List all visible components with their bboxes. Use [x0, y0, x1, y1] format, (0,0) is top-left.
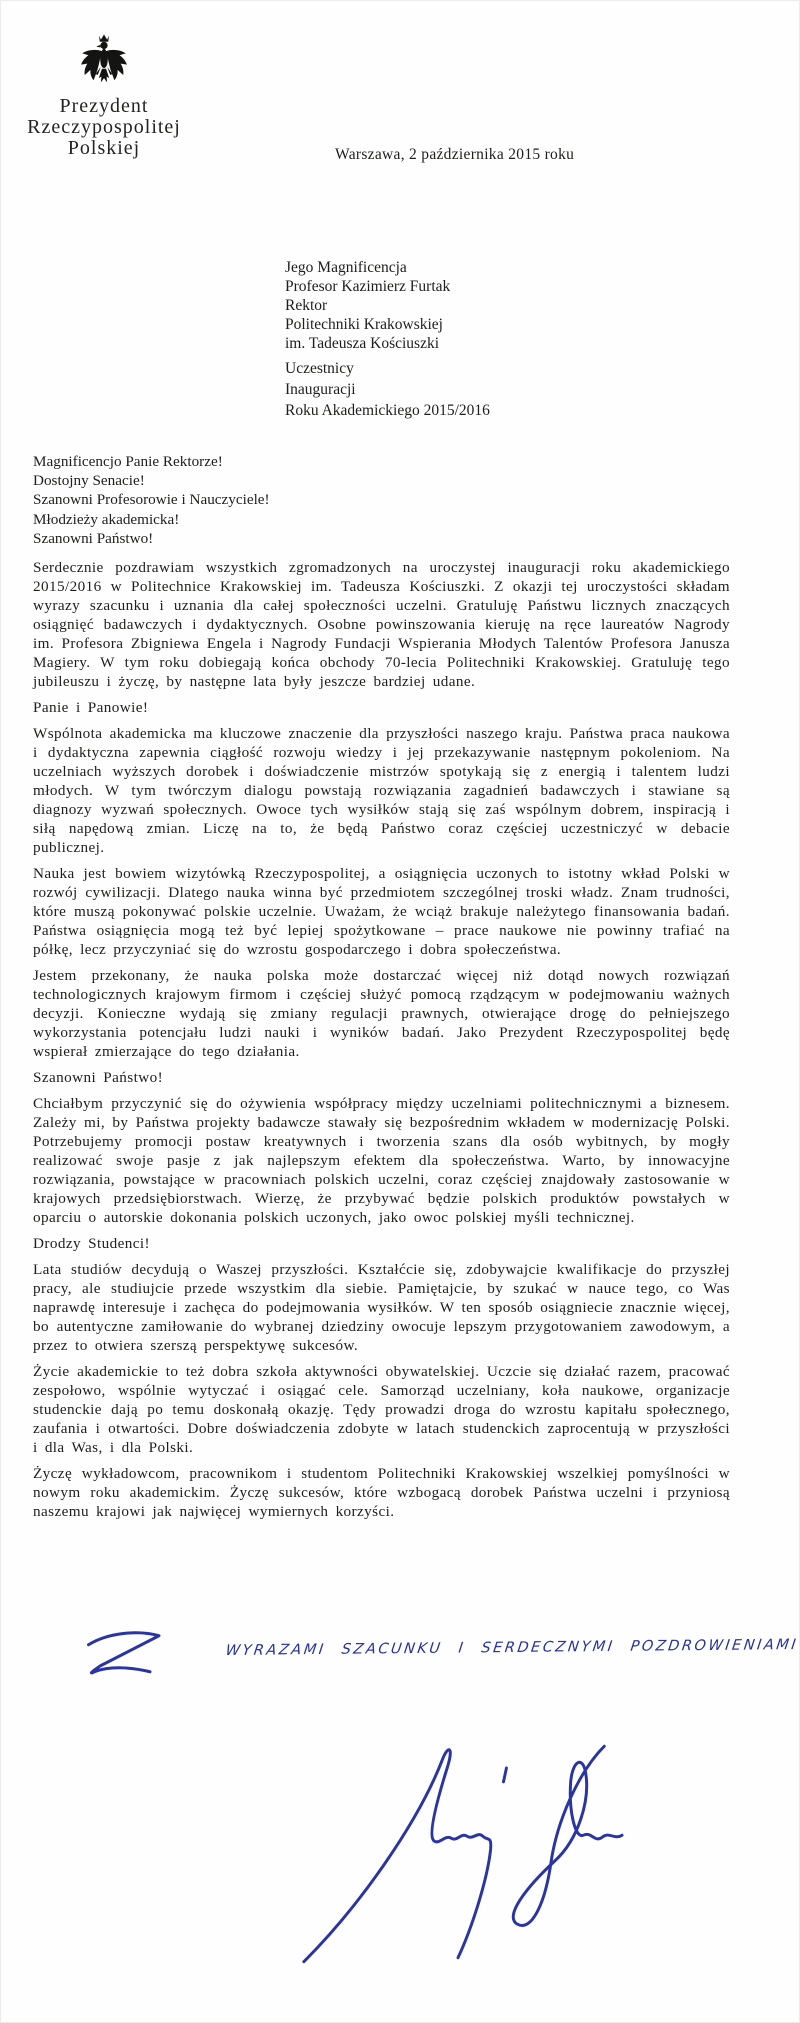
body-paragraph: Życzę wykładowcom, pracownikom i studentom Politechniki Krakowskiej wszelkiej pomyślności w nowym roku akademickim. Życzę sukcesów, które wzbogacą dorobek Państwa uczelni i przyniosą naszemu krajowi jak najwięcej wymiernych korzyści.: [33, 1465, 730, 1520]
salutation-line: Szanowni Profesorowie i Nauczyciele!: [33, 491, 270, 509]
letterhead-title-line2: Rzeczypospolitej Polskiej: [27, 116, 181, 159]
body-paragraph: Chciałbym przyczynić się do ożywienia współpracy między uczelniami politechnicznymi a biznesem. Zależy mi, by Państwa projekty badawcze stawały się bezpośrednim wkładem w modernizację Polski. Potrzebujemy promocji postaw kreatywnych i tworzenia szans dla osób wybitnych, by mogły realizować swoje pasje z jak najlepszym efektem dla społeczeństwa. Warto, by innowacyjne rozwiązania, powstające w pracowniach polskich uczelni, coraz częściej znajdowały zastosowanie w krajowych przedsiębiorstwach. Wierzę, że przybywać będzie polskich produktów powstałych w oparciu o autorskie dokonania polskich uczonych, jako owoc polskiej myśli technicznej.: [33, 1095, 730, 1226]
salutation-line: Szanowni Państwo!: [33, 529, 154, 547]
handwritten-closing: [78, 1622, 800, 1684]
addressee-line: Profesor Kazimierz Furtak: [285, 278, 451, 295]
salutation-line: Dostojny Senacie!: [33, 472, 145, 490]
addressee-line: Jego Magnificencja: [285, 259, 407, 276]
section-heading: Szanowni Państwo!: [33, 1069, 164, 1086]
body-paragraph: Życie akademickie to też dobra szkoła aktywności obywatelskiej. Uczcie się działać razem, pracować zespołowo, wspólnie wytyczać i osiągać cele. Samorząd uczelniany, koła naukowe, organizacje studenckie dają po temu doskonałą okazję. Tędy prowadzi droga do wzrostu kapitału społecznego, zaufania i otwartości. Dobre doświadczenia zdobyte w latach studenckich zaprocentują w przyszłości i dla Was, i dla Polski.: [33, 1363, 730, 1456]
letterhead-title-line1: Prezydent: [59, 95, 149, 117]
body-paragraph: Nauka jest bowiem wizytówką Rzeczypospolitej, a osiągnięcia uczonych to istotny wkład Polski w rozwój cywilizacji. Dlatego nauka winna być przedmiotem szczególnej troski władz. Znam trudności, które muszą pokonywać polskie uczelnie. Uważam, że wciąż brakuje należytego finansowania badań. Państwa osiągnięcia mogą też być lepiej spożytkowane – prace naukowe nie powinny trafiać na półkę, lecz przyczyniać się do wzrostu gospodarczego i dobra społeczeństwa.: [33, 865, 730, 958]
body-paragraph: Serdecznie pozdrawiam wszystkich zgromadzonych na uroczystej inauguracji roku akademickiego 2015/2016 w Politechnice Krakowskiej im. Tadeusza Kościuszki. Z okazji tej uroczystości składam wyrazy szacunku i uznania dla całej społeczności uczelni. Gratuluję Państwu licznych znaczących osiągnięć badawczych i dydaktycznych. Osobne powinszowania kieruję na ręce laureatów Nagrody im. Profesora Zbigniewa Engela i Nagrody Fundacji Wspierania Młodych Talentów Profesora Janusza Magiery. W tym roku dobiegają końca obchody 70-lecia Politechniki Krakowskiej. Gratuluję tego jubileuszu i życzę, by następne lata były jeszcze bardziej udane.: [33, 559, 730, 690]
body-paragraph: Wspólnota akademicka ma kluczowe znaczenie dla przyszłości naszego kraju. Państwa praca naukowa i dydaktyczna zapewnia ciągłość rozwoju wiedzy i jej przekazywanie następnym pokoleniom. Na uczelniach wyższych dorobek i doświadczenie mistrzów spotykają się z energią i talentem ludzi młodych. W tym twórczym dialogu powstają rozwiązania zagadnień badawczych i stawiane są diagnozy wyzwań społecznych. Owoce tych wysiłków stają się zaś wspólnym dobrem, inspiracją i siłą napędową zmian. Liczę na to, że będą Państwo coraz częściej uczestniczyć w debacie publicznej.: [33, 725, 730, 856]
addressee-line: Inauguracji: [285, 381, 356, 398]
polish-eagle-icon: [78, 30, 130, 92]
section-heading: Panie i Panowie!: [33, 699, 149, 716]
handwritten-z-flourish-icon: [78, 1622, 198, 1684]
addressee-line: Rektor: [285, 297, 328, 314]
body-paragraph: Jestem przekonany, że nauka polska może dostarczać więcej niż dotąd nowych rozwiązań technologicznych krajowym firmom i częściej służyć pomocą rządzącym w podejmowaniu ważnych decyzji. Konieczne wydają się zmiany regulacji prawnych, otwierające drogę do pełniejszego wykorzystania potencjału ludzi nauki i wyników badań. Jako Prezydent Rzeczypospolitej będę wspierał zmierzające do tego działania.: [33, 967, 730, 1060]
salutation-block: [33, 452, 270, 548]
date-line: Warszawa, 2 października 2015 roku: [335, 146, 575, 163]
addressee-secondary-block: [285, 358, 490, 421]
addressee-line: Roku Akademickiego 2015/2016: [285, 402, 490, 419]
salutation-line: Magnificencjo Panie Rektorze!: [33, 453, 223, 470]
addressee-line: Politechniki Krakowskiej: [285, 316, 443, 333]
presidential-signature-icon: [292, 1738, 628, 1966]
handwritten-note-text: WYRAZAMI SZACUNKU I SERDECZNYMI POZDROWIENIAMI: [224, 1637, 800, 1659]
addressee-block: [285, 258, 450, 353]
addressee-line: Uczestnicy: [285, 360, 354, 377]
section-heading: Drodzy Studenci!: [33, 1235, 150, 1252]
addressee-line: im. Tadeusza Kościuszki: [285, 335, 440, 352]
salutation-line: Młodzieży akademicka!: [33, 510, 180, 528]
letterhead: [4, 30, 204, 159]
letter-body: [33, 558, 730, 1528]
body-paragraph: Lata studiów decydują o Waszej przyszłości. Kształćcie się, zdobywajcie kwalifikacje do przyszłej pracy, ale studiujcie przede wszystkim dla siebie. Pamiętajcie, by szukać w nauce tego, co Was naprawdę interesuje i zachęca do podejmowania wysiłków. W ten sposób osiągniecie znacznie więcej, bo autentyczne zamiłowanie do wybranej dziedziny owocuje lepszym przygotowaniem zawodowym, a przez to otwiera szerszą perspektywę sukcesów.: [33, 1261, 730, 1354]
